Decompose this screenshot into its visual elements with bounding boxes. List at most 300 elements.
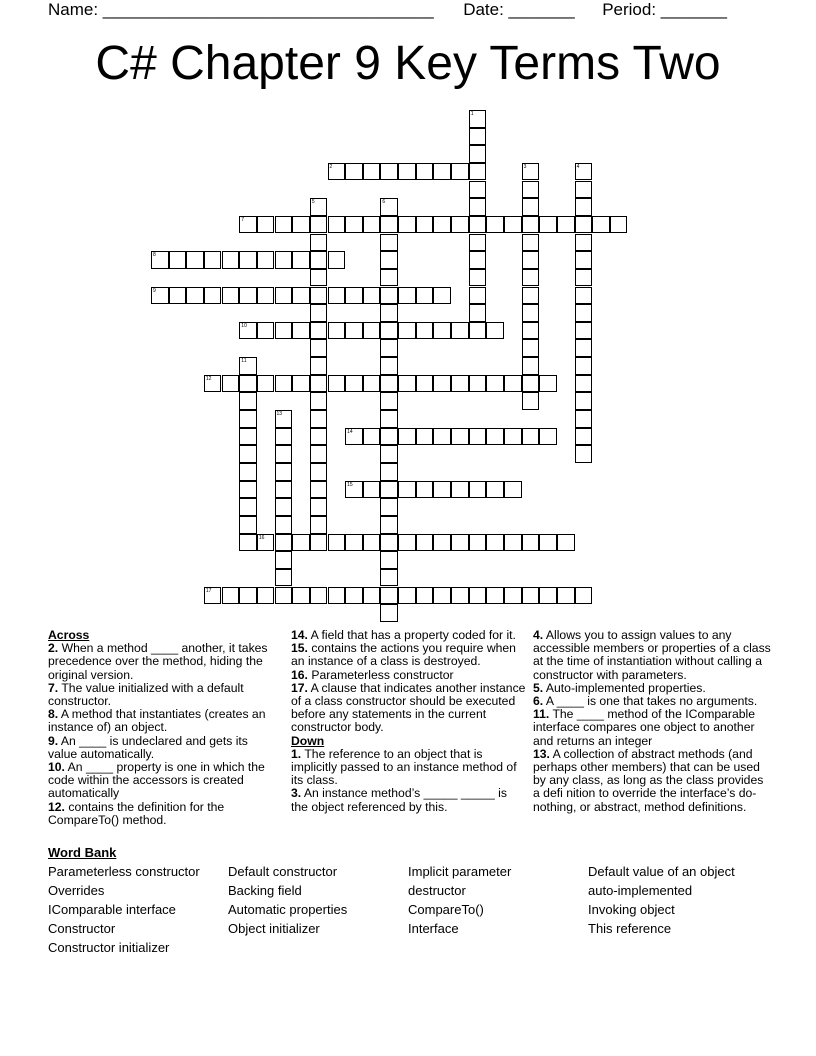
crossword-cell[interactable] [380,498,398,516]
word-bank-item: IComparable interface [48,902,176,917]
crossword-cell[interactable] [275,516,293,534]
date-field[interactable]: Date: _______ [463,0,575,19]
crossword-cell[interactable] [398,216,416,234]
crossword-cell[interactable] [345,163,363,181]
crossword-cell[interactable] [310,463,328,481]
clue-number: 8 [153,252,156,259]
crossword-cell[interactable] [398,428,416,446]
crossword-cell[interactable] [469,216,487,234]
crossword-cell[interactable] [380,375,398,393]
crossword-cell[interactable] [151,251,169,269]
crossword-cell[interactable] [292,287,310,305]
crossword-cell[interactable] [363,216,381,234]
clue-down-6: 6. A ____ is one that takes no arguments. [533,694,758,709]
word-bank-item: Default constructor [228,864,338,879]
crossword-cell[interactable] [310,234,328,252]
clue-across-8: 8. A method that instantiates (creates an instance of) an object. [48,707,266,735]
crossword-cell[interactable] [275,375,293,393]
crossword-cell[interactable] [380,198,398,216]
down-heading: Down [291,733,325,748]
crossword-cell[interactable] [310,498,328,516]
crossword-cell[interactable] [557,534,575,552]
crossword-cell[interactable] [345,322,363,340]
clue-down-11: 11. The ____ method of the IComparable interface compares one object to another and returns an integer [533,707,756,748]
clue-number: 9 [153,287,156,294]
crossword-cell[interactable] [469,304,487,322]
crossword-cell[interactable] [575,322,593,340]
crossword-cell[interactable] [416,534,434,552]
crossword-cell[interactable] [239,534,257,552]
crossword-cell[interactable] [328,534,346,552]
crossword-cell[interactable] [486,481,504,499]
crossword-cell[interactable] [575,445,593,463]
crossword-cell[interactable] [151,287,169,305]
crossword-cell[interactable] [433,287,451,305]
crossword-cell[interactable] [469,110,487,128]
crossword-cell[interactable] [363,534,381,552]
crossword-cell[interactable] [592,216,610,234]
crossword-cell[interactable] [433,587,451,605]
crossword-cell[interactable] [328,375,346,393]
crossword-cell[interactable] [275,428,293,446]
crossword-cell[interactable] [398,481,416,499]
crossword-cell[interactable] [486,428,504,446]
crossword-cell[interactable] [363,322,381,340]
crossword-cell[interactable] [575,357,593,375]
crossword-cell[interactable] [292,216,310,234]
crossword-cell[interactable] [433,428,451,446]
crossword-cell[interactable] [239,587,257,605]
crossword-cell[interactable] [292,587,310,605]
crossword-cell[interactable] [486,216,504,234]
crossword-cell[interactable] [416,587,434,605]
crossword-cell[interactable] [239,322,257,340]
crossword-cell[interactable] [451,428,469,446]
crossword-cell[interactable] [380,604,398,622]
crossword-cell[interactable] [310,304,328,322]
crossword-cell[interactable] [451,163,469,181]
crossword-cell[interactable] [433,216,451,234]
crossword-cell[interactable] [575,304,593,322]
crossword-cell[interactable] [328,216,346,234]
crossword-cell[interactable] [451,375,469,393]
crossword-cell[interactable] [469,251,487,269]
crossword-cell[interactable] [310,339,328,357]
crossword-cell[interactable] [275,445,293,463]
crossword-cell[interactable] [275,463,293,481]
crossword-cell[interactable] [310,410,328,428]
crossword-cell[interactable] [469,534,487,552]
word-bank-item: Automatic properties [228,902,348,917]
word-bank-item: Constructor initializer [48,940,170,955]
crossword-cell[interactable] [328,587,346,605]
crossword-cell[interactable] [310,375,328,393]
crossword-cell[interactable] [380,551,398,569]
crossword-cell[interactable] [380,445,398,463]
crossword-cell[interactable] [380,481,398,499]
clue-number: 12 [205,375,212,382]
clue-across-16: 16. Parameterless constructor [291,667,454,682]
crossword-cell[interactable] [575,392,593,410]
crossword-cell[interactable] [504,216,522,234]
crossword-cell[interactable] [380,516,398,534]
crossword-cell[interactable] [257,287,275,305]
crossword-cell[interactable] [328,251,346,269]
crossword-cell[interactable] [222,375,240,393]
clue-number: 11 [241,358,247,365]
crossword-cell[interactable] [433,375,451,393]
crossword-cell[interactable] [575,181,593,199]
crossword-cell[interactable] [257,251,275,269]
crossword-cell[interactable] [239,375,257,393]
crossword-cell[interactable] [539,587,557,605]
crossword-cell[interactable] [380,163,398,181]
crossword-cell[interactable] [522,587,540,605]
crossword-cell[interactable] [169,287,187,305]
crossword-cell[interactable] [328,322,346,340]
crossword-cell[interactable] [575,198,593,216]
crossword-cell[interactable] [363,428,381,446]
crossword-cell[interactable] [292,375,310,393]
clue-number: 7 [241,216,245,223]
crossword-cell[interactable] [380,569,398,587]
word-bank-item: Backing field [228,883,302,898]
crossword-cell[interactable] [257,216,275,234]
clue-number: 4 [576,163,580,170]
crossword-cell[interactable] [575,339,593,357]
crossword-cell[interactable] [275,216,293,234]
crossword-cell[interactable] [186,251,204,269]
crossword-cell[interactable] [469,269,487,287]
crossword-cell[interactable] [257,322,275,340]
crossword-cell[interactable] [610,216,628,234]
crossword-cell[interactable] [575,375,593,393]
clue-across-12: 12. contains the definition for the CompareTo() method. [48,799,225,827]
crossword-cell[interactable] [239,498,257,516]
clue-number: 10 [241,322,247,329]
crossword-cell[interactable] [292,322,310,340]
word-bank-item: CompareTo() [408,902,484,917]
crossword-cell[interactable] [310,392,328,410]
crossword-cell[interactable] [328,163,346,181]
crossword-cell[interactable] [380,428,398,446]
crossword-cell[interactable] [539,428,557,446]
period-field[interactable]: Period: _______ [602,0,727,19]
crossword-cell[interactable] [416,481,434,499]
crossword-cell[interactable] [363,375,381,393]
crossword-cell[interactable] [275,551,293,569]
crossword-cell[interactable] [239,251,257,269]
crossword-cell[interactable] [239,516,257,534]
crossword-cell[interactable] [239,357,257,375]
crossword-cell[interactable] [522,181,540,199]
crossword-cell[interactable] [310,481,328,499]
crossword-cell[interactable] [575,251,593,269]
crossword-cell[interactable] [575,163,593,181]
crossword-cell[interactable] [469,234,487,252]
crossword-cell[interactable] [469,163,487,181]
crossword-cell[interactable] [575,587,593,605]
crossword-cell[interactable] [380,463,398,481]
crossword-cell[interactable] [257,587,275,605]
word-bank-item: auto-implemented [588,883,693,898]
crossword-cell[interactable] [239,216,257,234]
clue-number: 2 [329,163,333,170]
word-bank-item: Parameterless constructor [48,864,200,879]
crossword-cell[interactable] [469,145,487,163]
crossword-cell[interactable] [522,428,540,446]
across-clues-column [48,629,280,827]
crossword-cell[interactable] [380,234,398,252]
crossword-cell[interactable] [433,481,451,499]
crossword-cell[interactable] [380,357,398,375]
crossword-cell[interactable] [504,587,522,605]
crossword-cell[interactable] [186,287,204,305]
word-bank-column-4 [588,862,735,938]
crossword-cell[interactable] [522,287,540,305]
crossword-cell[interactable] [398,534,416,552]
crossword-cell[interactable] [451,322,469,340]
crossword-cell[interactable] [469,181,487,199]
clue-down-1: 1. The reference to an object that is implicitly passed to an instance method of its class. [291,746,517,788]
crossword-cell[interactable] [469,428,487,446]
crossword-cell[interactable] [380,339,398,357]
crossword-cell[interactable] [222,251,240,269]
crossword-cell[interactable] [451,534,469,552]
crossword-cell[interactable] [522,392,540,410]
clue-across-2: 2. When a method ____ another, it takes precedence over the method, hiding the original version. [48,641,268,682]
crossword-cell[interactable] [222,287,240,305]
crossword-cell[interactable] [310,251,328,269]
crossword-cell[interactable] [310,287,328,305]
crossword-cell[interactable] [239,481,257,499]
crossword-cell[interactable] [416,216,434,234]
crossword-cell[interactable] [204,251,222,269]
clue-across-10: 10. An ____ property is one in which the code within the accessors is created automatically [48,760,265,801]
crossword-cell[interactable] [239,287,257,305]
crossword-cell[interactable] [310,269,328,287]
word-bank-heading: Word Bank [48,845,117,860]
crossword-cell[interactable] [380,322,398,340]
crossword-cell[interactable] [522,234,540,252]
crossword-cell[interactable] [380,269,398,287]
crossword-cell[interactable] [575,410,593,428]
clue-number: 16 [258,534,265,541]
crossword-cell[interactable] [204,287,222,305]
crossword-cell[interactable] [469,198,487,216]
clue-across-15: 15. contains the actions you require when an instance of a class is destroyed. [291,641,516,669]
crossword-cell[interactable] [310,428,328,446]
crossword-cell[interactable] [345,534,363,552]
down-clues-column [533,629,773,814]
crossword-cell[interactable] [433,534,451,552]
crossword-cell[interactable] [310,587,328,605]
crossword-cell[interactable] [398,163,416,181]
crossword-cell[interactable] [504,428,522,446]
word-bank-item: Object initializer [228,921,320,936]
clue-across-17: 17. A clause that indicates another instance of a class constructor should be executed before any statements in the current constructor body. [291,680,526,735]
crossword-cell[interactable] [257,375,275,393]
crossword-cell[interactable] [275,251,293,269]
crossword-cell[interactable] [345,287,363,305]
crossword-cell[interactable] [257,534,275,552]
crossword-cell[interactable] [310,534,328,552]
word-bank-column-1 [48,862,200,957]
crossword-cell[interactable] [310,216,328,234]
crossword-cell[interactable] [398,322,416,340]
crossword-cell[interactable] [380,251,398,269]
crossword-cell[interactable] [416,163,434,181]
crossword-cell[interactable] [433,322,451,340]
crossword-cell[interactable] [380,392,398,410]
crossword-cell[interactable] [504,481,522,499]
crossword-cell[interactable] [486,534,504,552]
crossword-cell[interactable] [310,516,328,534]
crossword-cell[interactable] [275,587,293,605]
crossword-cell[interactable] [469,375,487,393]
crossword-cell[interactable] [345,375,363,393]
crossword-cell[interactable] [204,587,222,605]
word-bank-column-2 [228,862,347,938]
clue-across-14: 14. A field that has a property coded for it. [291,628,516,642]
crossword-cell[interactable] [486,322,504,340]
crossword-cell[interactable] [380,287,398,305]
crossword-cell[interactable] [328,287,346,305]
crossword-cell[interactable] [539,375,557,393]
crossword-cell[interactable] [522,534,540,552]
clue-number: 13 [276,411,283,417]
crossword-cell[interactable] [275,322,293,340]
crossword-cell[interactable] [363,481,381,499]
crossword-cell[interactable] [522,339,540,357]
crossword-cell[interactable] [451,216,469,234]
name-field[interactable]: Name: ___________________________________ [48,0,434,19]
crossword-cell[interactable] [222,587,240,605]
crossword-cell[interactable] [522,375,540,393]
crossword-cell[interactable] [275,498,293,516]
crossword-cell[interactable] [363,163,381,181]
word-bank-item: Implicit parameter [408,864,512,879]
crossword-cell[interactable] [275,410,293,428]
crossword-cell[interactable] [398,375,416,393]
crossword-cell[interactable] [522,322,540,340]
crossword-cell[interactable] [275,287,293,305]
crossword-cell[interactable] [522,251,540,269]
crossword-cell[interactable] [310,357,328,375]
crossword-cell[interactable] [239,410,257,428]
crossword-cell[interactable] [469,587,487,605]
clue-across-7: 7. The value initialized with a default constructor. [48,680,244,709]
word-bank-item: Interface [408,921,459,936]
crossword-cell[interactable] [275,534,293,552]
across-heading: Across [48,628,90,642]
crossword-cell[interactable] [469,128,487,146]
word-bank-item: This reference [588,921,672,936]
crossword-cell[interactable] [486,375,504,393]
crossword-cell[interactable] [557,216,575,234]
clue-across-9: 9. An ____ is undeclared and gets its value automatically. [48,733,248,761]
crossword-cell[interactable] [522,357,540,375]
crossword-cell[interactable] [292,534,310,552]
clue-down-5: 5. Auto-implemented properties. [533,680,706,695]
crossword-cell[interactable] [380,534,398,552]
crossword-cell[interactable] [239,463,257,481]
crossword-cell[interactable] [345,587,363,605]
crossword-cell[interactable] [416,322,434,340]
crossword-cell[interactable] [416,428,434,446]
crossword-cell[interactable] [380,410,398,428]
crossword-cell[interactable] [522,269,540,287]
crossword-cell[interactable] [522,163,540,181]
crossword-cell[interactable] [575,216,593,234]
word-bank-column-3 [408,862,511,938]
crossword-cell[interactable] [486,587,504,605]
crossword-cell[interactable] [345,216,363,234]
crossword-cell[interactable] [416,375,434,393]
clue-number: 17 [205,587,212,594]
crossword-cell[interactable] [504,534,522,552]
crossword-cell[interactable] [398,587,416,605]
crossword-cell[interactable] [345,428,363,446]
crossword-cell[interactable] [575,269,593,287]
crossword-cell[interactable] [522,304,540,322]
crossword-cell[interactable] [433,163,451,181]
crossword-cell[interactable] [380,304,398,322]
crossword-cell[interactable] [469,481,487,499]
word-bank-item: Overrides [48,883,105,898]
crossword-cell[interactable] [292,251,310,269]
crossword-cell[interactable] [522,216,540,234]
clue-number: 6 [382,199,386,206]
crossword-cell[interactable] [380,216,398,234]
crossword-cell[interactable] [398,287,416,305]
crossword-cell[interactable] [522,198,540,216]
crossword-cell[interactable] [363,287,381,305]
crossword-cell[interactable] [239,445,257,463]
clue-down-3: 3. An instance method’s _____ _____ is the object referenced by this. [291,786,507,814]
crossword-cell[interactable] [239,392,257,410]
crossword-cell[interactable] [451,587,469,605]
crossword-cell[interactable] [345,481,363,499]
crossword-cell[interactable] [310,322,328,340]
crossword-cell[interactable] [575,428,593,446]
crossword-cell[interactable] [310,198,328,216]
crossword-cell[interactable] [469,287,487,305]
crossword-cell[interactable] [204,375,222,393]
crossword-cell[interactable] [575,287,593,305]
crossword-cell[interactable] [451,481,469,499]
crossword-cell[interactable] [469,322,487,340]
crossword-cell[interactable] [380,587,398,605]
crossword-cell[interactable] [416,287,434,305]
word-bank-item: Invoking object [588,902,675,917]
clue-number: 3 [523,163,527,170]
crossword-cell[interactable] [363,587,381,605]
crossword-cell[interactable] [275,481,293,499]
clue-number: 1 [470,111,474,117]
clue-down-13: 13. A collection of abstract methods (and perhaps other members) that can be used by any class, as long as the class provides a defi nition to override the interface’s do-nothing, or abstract, method definitions. [533,746,764,814]
crossword-cell[interactable] [575,234,593,252]
crossword-cell[interactable] [557,587,575,605]
crossword-cell[interactable] [539,216,557,234]
crossword-cell[interactable] [310,445,328,463]
crossword-cell[interactable] [239,428,257,446]
word-bank-item: destructor [408,883,466,898]
crossword-cell[interactable] [275,569,293,587]
crossword-cell[interactable] [539,534,557,552]
crossword-cell[interactable] [504,375,522,393]
crossword-cell[interactable] [169,251,187,269]
